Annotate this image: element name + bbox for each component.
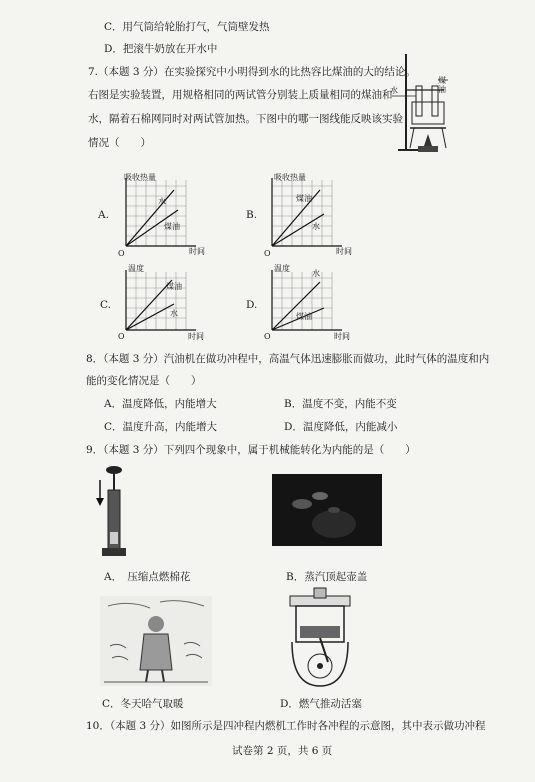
- q9-caption-b: B．蒸汽顶起壶盖: [286, 571, 368, 583]
- q8-line-1: 8．（本题 3 分）汽油机在做功冲程中，高温气体迅速膨胀而做功，此时气体的温度和内: [86, 353, 490, 365]
- chart-d-lower-label: 煤油: [296, 312, 312, 321]
- q10-stem: 10．（本题 3 分）如图所示是四冲程内燃机工作时各冲程的示意图，其中表示做功冲程: [86, 720, 486, 732]
- q8-option-b: B．温度不变，内能不变: [284, 398, 397, 410]
- chart-a: [116, 176, 221, 258]
- apparatus-label-water: 水: [390, 86, 398, 95]
- q8-option-a: A．温度降低，内能增大: [104, 398, 217, 410]
- prev-option-c: C．用气筒给轮胎打气，气筒壁发热: [104, 21, 270, 33]
- chart-a-letter: A.: [98, 209, 109, 221]
- chart-a-ylabel: 吸收热量: [124, 173, 156, 182]
- chart-a-upper-label: 水: [158, 197, 166, 206]
- heating-apparatus-figure: [388, 50, 463, 160]
- winter-breathing-illustration: [100, 596, 212, 686]
- chart-b-xlabel: 时间: [336, 247, 352, 256]
- q8-line-2: 能的变化情况是（ ）: [86, 375, 202, 387]
- q7-line-2: 右图是实验装置，用规格相同的两试管分别装上质量相同的煤油和: [88, 89, 393, 101]
- q8-option-c: C．温度升高，内能增大: [104, 421, 218, 433]
- q9-stem: 9．（本题 3 分）下列四个现象中，属于机械能转化为内能的是（ ）: [86, 444, 416, 456]
- q9-caption-a: A． 压缩点燃棉花: [104, 571, 191, 583]
- prev-option-d: D．把滚牛奶放在开水中: [104, 43, 218, 55]
- chart-d-upper-label: 水: [312, 269, 320, 278]
- q8-option-d: D．温度降低，内能减小: [284, 421, 398, 433]
- chart-b-lower-label: 水: [312, 222, 320, 231]
- chart-a-xlabel: 时间: [189, 247, 205, 256]
- chart-c-xlabel: 时间: [188, 332, 204, 341]
- page-footer: 试卷第 2 页，共 6 页: [232, 745, 333, 757]
- fire-syringe-illustration: [92, 462, 132, 562]
- chart-c-lower-label: 水: [170, 309, 178, 318]
- chart-a-lower-label: 煤油: [164, 222, 180, 231]
- chart-c-ylabel: 温度: [128, 264, 144, 273]
- chart-b-upper-label: 煤油: [296, 194, 312, 203]
- q7-line-1: 7.（本题 3 分）在实验探究中小明得到水的比热容比煤油的大的结论。: [88, 66, 416, 78]
- apparatus-label-kerosene: 煤油: [438, 76, 446, 94]
- chart-c-upper-label: 煤油: [166, 282, 182, 291]
- q7-line-4: 情况（ ）: [88, 137, 151, 149]
- engine-piston-illustration: [276, 586, 366, 690]
- chart-d-letter: D.: [246, 299, 258, 311]
- chart-d-xlabel: 时间: [334, 332, 350, 341]
- chart-b-ylabel: 吸收热量: [274, 173, 306, 182]
- q9-caption-c: C．冬天哈气取暖: [102, 698, 184, 710]
- chart-c-letter: C.: [100, 299, 111, 311]
- chart-d-origin: O: [264, 332, 271, 341]
- chart-d-ylabel: 温度: [274, 264, 290, 273]
- chart-b-letter: B.: [246, 209, 258, 221]
- chart-c-origin: O: [118, 332, 125, 341]
- q7-line-3: 水，隔着石棉网同时对两试管加热。下图中的哪一图线能反映该实验: [88, 113, 403, 125]
- kettle-steam-photo: [272, 474, 382, 546]
- q9-caption-d: D．燃气推动活塞: [280, 698, 362, 710]
- chart-a-origin: O: [118, 249, 125, 258]
- chart-b-origin: O: [264, 249, 271, 258]
